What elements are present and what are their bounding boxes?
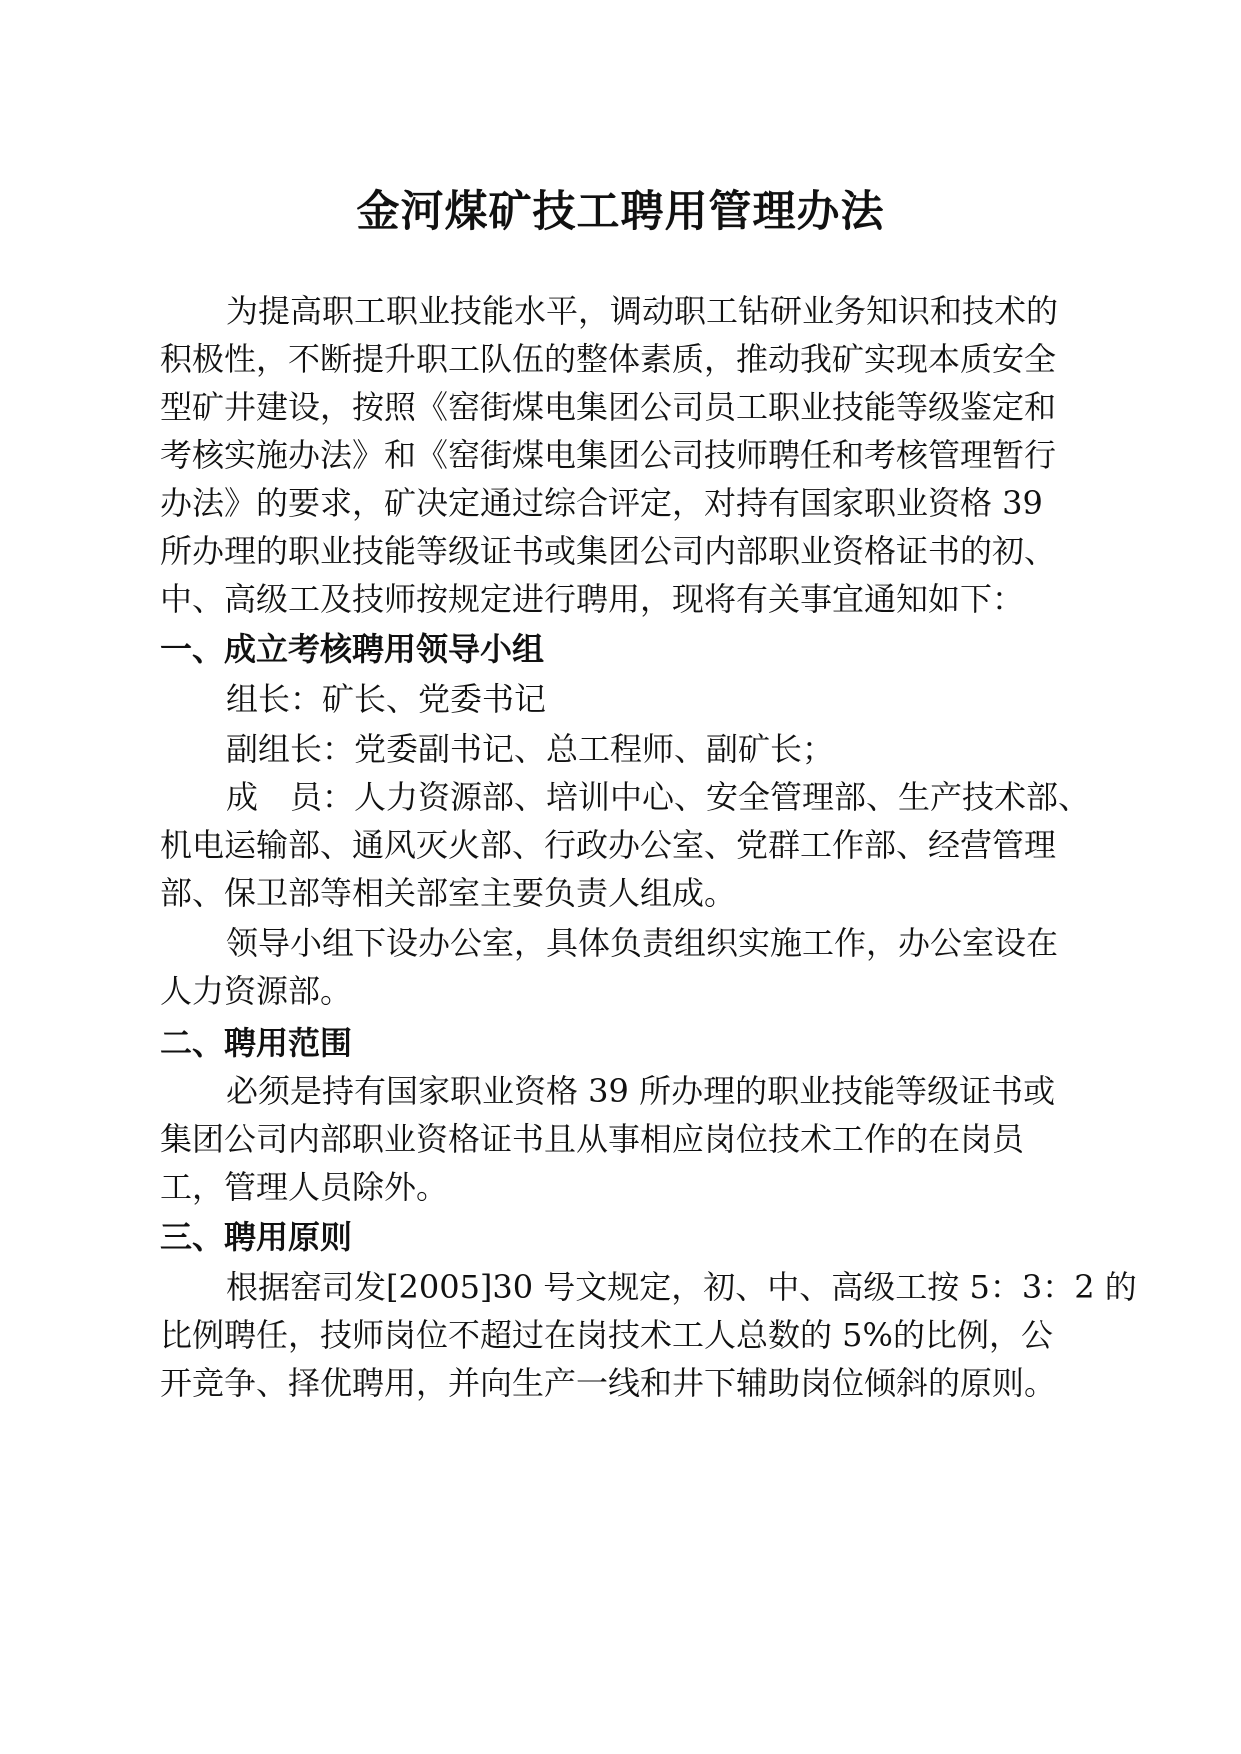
office-line: 领导小组下设办公室，具体负责组织实施工作，办公室设在: [226, 924, 1059, 962]
intro-line: 中、高级工及技师按规定进行聘用，现将有关事宜通知如下：: [160, 580, 1025, 618]
intro-line: 所办理的职业技能等级证书或集团公司内部职业资格证书的初、: [160, 532, 1057, 570]
members-line: 成 员：人力资源部、培训中心、安全管理部、生产技术部、: [226, 778, 1091, 816]
principle-line: 比例聘任，技师岗位不超过在岗技术工人总数的 5%的比例，公: [160, 1316, 1053, 1354]
section-heading-2: 二、聘用范围: [160, 1024, 353, 1062]
deputy-leader-line: 副组长：党委副书记、总工程师、副矿长；: [226, 730, 835, 768]
members-line: 机电运输部、通风灭火部、行政办公室、党群工作部、经营管理: [160, 826, 1057, 864]
principle-line: 根据窑司发[2005]30 号文规定，初、中、高级工按 5：3：2 的: [226, 1268, 1137, 1306]
principle-line: 开竞争、择优聘用，并向生产一线和井下辅助岗位倾斜的原则。: [160, 1364, 1057, 1402]
members-line: 部、保卫部等相关部室主要负责人组成。: [160, 874, 737, 912]
scope-line: 集团公司内部职业资格证书且从事相应岗位技术工作的在岗员: [160, 1120, 1025, 1158]
intro-line: 为提高职工职业技能水平，调动职工钻研业务知识和技术的: [226, 292, 1059, 330]
scope-line: 工，管理人员除外。: [160, 1168, 449, 1206]
intro-line: 积极性，不断提升职工队伍的整体素质，推动我矿实现本质安全: [160, 340, 1057, 378]
intro-line: 考核实施办法》和《窑街煤电集团公司技师聘任和考核管理暂行: [160, 436, 1057, 474]
office-line: 人力资源部。: [160, 972, 353, 1010]
section-heading-1: 一、成立考核聘用领导小组: [160, 630, 545, 668]
scope-line: 必须是持有国家职业资格 39 所办理的职业技能等级证书或: [226, 1072, 1056, 1110]
section-heading-3: 三、聘用原则: [160, 1218, 353, 1256]
intro-line: 办法》的要求，矿决定通过综合评定，对持有国家职业资格 39: [160, 484, 1043, 522]
leader-line: 组长：矿长、党委书记: [226, 680, 547, 718]
intro-line: 型矿井建设，按照《窑街煤电集团公司员工职业技能等级鉴定和: [160, 388, 1057, 426]
document-title: 金河煤矿技工聘用管理办法: [356, 187, 885, 237]
